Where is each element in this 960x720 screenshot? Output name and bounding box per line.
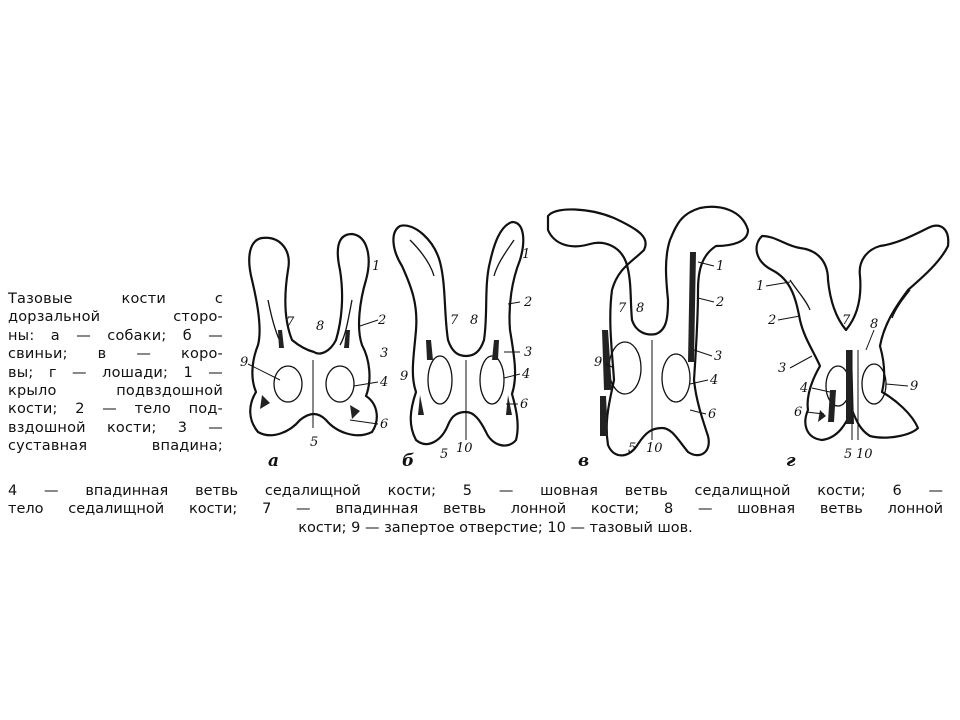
label-d-6: 6 — [794, 405, 803, 420]
label-d-1: 1 — [756, 279, 765, 294]
caption-line: дорзальной сторо- — [8, 309, 223, 326]
caption-line: 4 — впадинная ветвь седалищной кости; 5 — шовная ветвь седалищной кости; 6 — — [8, 483, 943, 499]
label-d-5: 5 — [844, 447, 853, 462]
panel-b-pig — [393, 222, 523, 446]
label-b-10: 10 — [456, 441, 473, 456]
label-b-5: 5 — [440, 447, 449, 462]
label-a-4: 4 — [380, 375, 389, 390]
label-a-1: 1 — [372, 259, 381, 274]
label-c-3: 3 — [714, 349, 723, 364]
caption-line: ны: а — собаки; б — — [8, 327, 223, 344]
panel-d-horse — [757, 226, 949, 440]
caption-line: кости; 9 — запертое отверстие; 10 — тазовый шов. — [298, 519, 693, 536]
label-c-7: 7 — [618, 301, 627, 316]
caption-bottom — [8, 482, 943, 537]
label-c-8: 8 — [636, 301, 645, 316]
label-c-1: 1 — [716, 259, 725, 274]
label-d-7: 7 — [842, 313, 851, 328]
label-b-1: 1 — [522, 247, 531, 262]
label-d-10: 10 — [856, 447, 873, 462]
label-d-2: 2 — [768, 313, 777, 328]
label-b-2: 2 — [524, 295, 533, 310]
label-b-3: 3 — [524, 345, 533, 360]
panel-c-cow — [548, 207, 748, 456]
caption-line: суставная впадина; — [8, 438, 223, 455]
label-d-4: 4 — [800, 381, 809, 396]
label-b-6: 6 — [520, 397, 529, 412]
label-a-7: 7 — [286, 315, 295, 330]
label-b-8: 8 — [470, 313, 479, 328]
label-c-4: 4 — [710, 373, 719, 388]
label-c-9: 9 — [594, 355, 603, 370]
panel-letter-c: в — [578, 451, 590, 471]
caption-side — [8, 290, 223, 456]
label-c-10: 10 — [646, 441, 663, 456]
label-c-2: 2 — [716, 295, 725, 310]
label-a-9: 9 — [240, 355, 249, 370]
label-a-8: 8 — [316, 319, 325, 334]
caption-line: вы; г — лошади; 1 — — [8, 364, 223, 381]
label-b-4: 4 — [522, 367, 531, 382]
label-a-2: 2 — [378, 313, 387, 328]
label-b-9: 9 — [400, 369, 409, 384]
caption-line: кости; 2 — тело под- — [8, 401, 223, 418]
label-a-6: 6 — [380, 417, 389, 432]
label-b-7: 7 — [450, 313, 459, 328]
label-c-5: 5 — [628, 441, 637, 456]
caption-line: Тазовые кости с — [8, 291, 223, 307]
panel-letter-b: б — [402, 451, 415, 471]
panel-letter-a: а — [268, 451, 280, 471]
caption-line: крыло подвздошной — [8, 383, 223, 400]
panel-letter-d: г — [786, 451, 796, 471]
caption-line: вздошной кости; 3 — — [8, 419, 223, 436]
label-c-6: 6 — [708, 407, 717, 422]
label-a-3: 3 — [380, 346, 389, 361]
label-d-3: 3 — [778, 361, 787, 376]
caption-line: тело седалищной кости; 7 — впадинная ветвь лонной кости; 8 — шовная ветвь лонной — [8, 501, 943, 518]
caption-line: свиньи; в — коро- — [8, 346, 223, 363]
panel-a-dog — [249, 234, 377, 435]
label-d-9: 9 — [910, 379, 919, 394]
label-a-5: 5 — [310, 435, 319, 450]
label-d-8: 8 — [870, 317, 879, 332]
